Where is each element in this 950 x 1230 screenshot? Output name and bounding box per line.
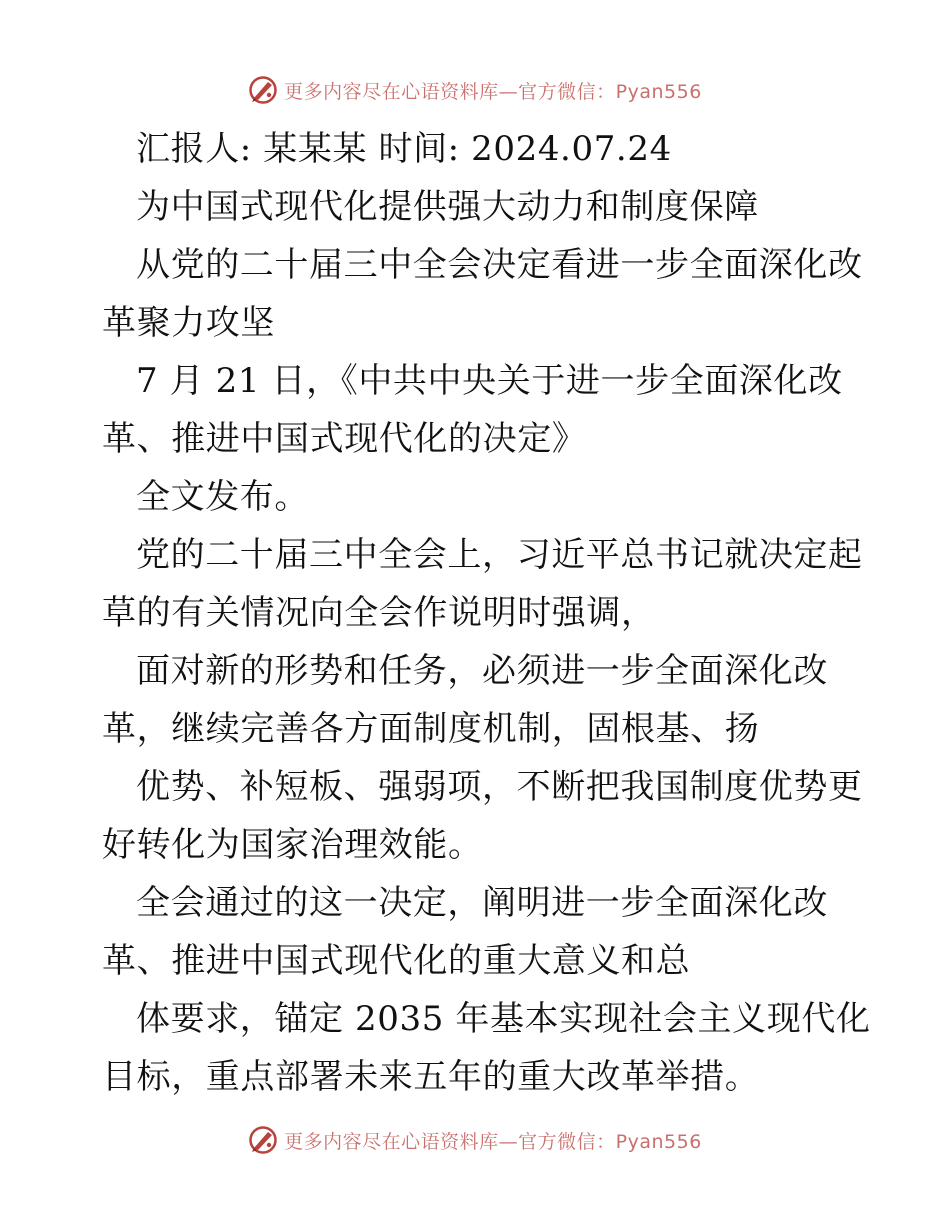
paragraph-line: 革，继续完善各方面制度机制，固根基、扬 (102, 709, 760, 749)
paragraph-line: 面对新的形势和任务，必须进一步全面深化改 (136, 651, 828, 691)
document-subtitle-cont: 革聚力攻坚 (102, 303, 275, 343)
reporter-line: 汇报人: 某某某 时间: 2024.07.24 (136, 129, 672, 169)
paragraph-line: 好转化为国家治理效能。 (102, 825, 483, 865)
paragraph-line: 党的二十届三中全会上，习近平总书记就决定起 (136, 535, 863, 575)
pen-logo-icon (248, 75, 278, 105)
watermark-text-cn: 更多内容尽在心语资料库—官方微信： (284, 1130, 616, 1153)
watermark-header (0, 73, 950, 107)
paragraph-line: 全会通过的这一决定，阐明进一步全面深化改 (136, 883, 828, 923)
paragraph-line: 革、推进中国式现代化的决定》 (102, 419, 587, 459)
watermark-text (284, 1127, 702, 1154)
paragraph-line: 革、推进中国式现代化的重大意义和总 (102, 941, 691, 981)
watermark-wechat-id: Pyan556 (615, 80, 702, 103)
paragraph-line: 体要求，锚定 2035 年基本实现社会主义现代化 (136, 999, 871, 1039)
document-title: 为中国式现代化提供强大动力和制度保障 (136, 187, 759, 227)
paragraph-line: 目标，重点部署未来五年的重大改革举措。 (102, 1057, 760, 1097)
paragraph-line: 草的有关情况向全会作说明时强调， (102, 593, 656, 633)
pen-logo-icon (248, 1125, 278, 1155)
paragraph-line: 优势、补短板、强弱项，不断把我国制度优势更 (136, 767, 863, 807)
document-subtitle: 从党的二十届三中全会决定看进一步全面深化改 (136, 245, 863, 285)
document-body (102, 120, 871, 1106)
watermark-wechat-id: Pyan556 (615, 1130, 702, 1153)
watermark-text (284, 77, 702, 104)
watermark-text-cn: 更多内容尽在心语资料库—官方微信： (284, 80, 616, 103)
paragraph-line: 全文发布。 (136, 477, 309, 517)
watermark-footer (0, 1123, 950, 1157)
paragraph-line: 7 月 21 日，《中共中央关于进一步全面深化改 (136, 361, 843, 401)
